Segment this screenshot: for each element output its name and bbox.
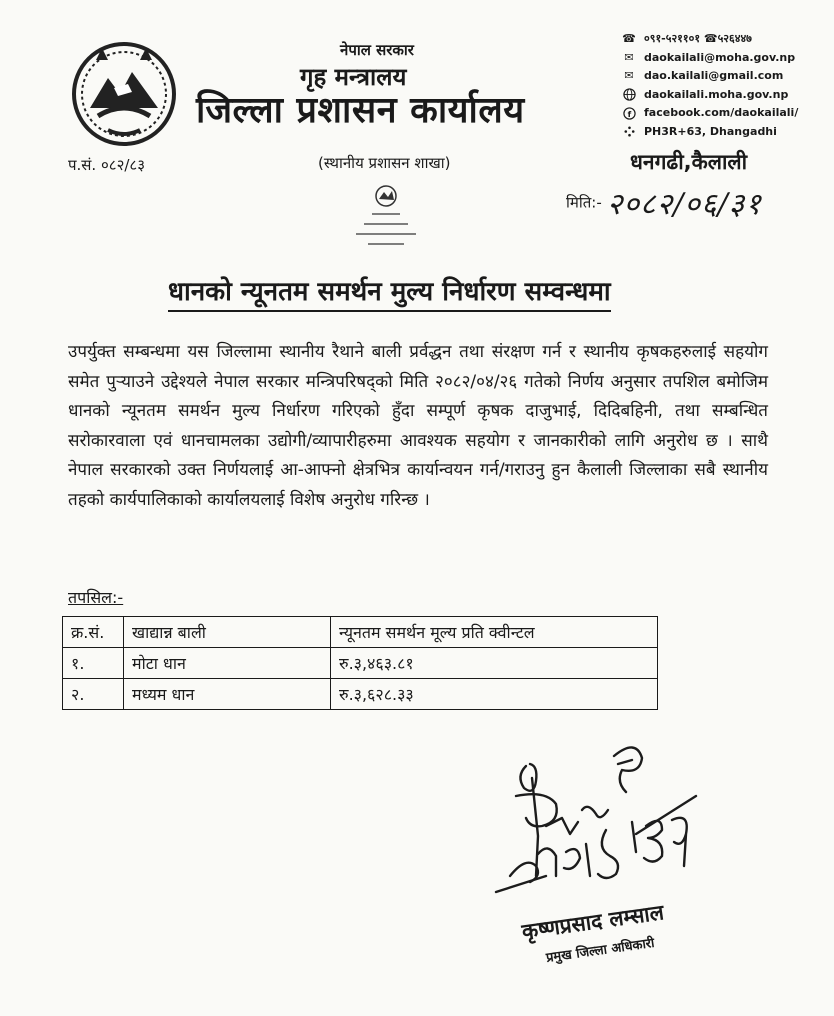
globe-icon bbox=[620, 88, 638, 101]
cell-crop: मध्यम धान bbox=[124, 679, 331, 710]
header-serial: क्र.सं. bbox=[63, 617, 124, 648]
table-caption: तपसिल:- bbox=[68, 588, 124, 607]
reference-number: प.सं. ०८२/८३ bbox=[68, 156, 146, 174]
email-icon: ✉ bbox=[624, 69, 634, 82]
table-header-row bbox=[63, 617, 658, 648]
cell-serial: २. bbox=[63, 679, 124, 710]
header-crop: खाद्यान्न बाली bbox=[124, 617, 331, 648]
letter-body: उपर्युक्त सम्बन्धमा यस जिल्लामा स्थानीय रैथाने बाली प्रर्वद्धन तथा संरक्षण गर्न र स्थानीय कृषकहरुलाई सहयोग समेत पुऱ्याउने उद्देश्यले नेपाल सरकार मन्त्रिपरिषद्को मिति २०८२/०४/२६ गतेको निर्णय अनुसार तपशिल बमोजिम धानको न्यूनतम समर्थन मुल्य निर्धारण गरिएको हुँदा सम्पूर्ण कृषक दाजुभाई, दिदिबहिनी, तथा सम्बन्धित सरोकारवाला एवं धानचामलका उद्योगी/व्यापारीहरुमा आवश्यक सहयोग र जानकारीको लागि अनुरोध छ । साथै नेपाल सरकारको उक्त निर्णयलाई आ-आफ्नो क्षेत्रभित्र कार्यान्वयन गर्न/गराउनु हुन कैलाली जिल्लाका सबै स्थानीय तहको कार्यपालिकाको कार्यालयलाई विशेष अनुरोध गरिन्छ । bbox=[68, 342, 768, 510]
facebook-icon bbox=[620, 107, 638, 120]
contact-location bbox=[620, 123, 830, 142]
price-table bbox=[62, 616, 658, 710]
section-name: (स्थानीय प्रशासन शाखा) bbox=[318, 154, 451, 172]
phone-icon: ☎ bbox=[622, 32, 636, 45]
contact-text: daokailali@moha.gov.np bbox=[644, 50, 796, 64]
contact-text: dao.kailali@gmail.com bbox=[644, 69, 784, 82]
cell-crop: मोटा धान bbox=[124, 648, 331, 679]
signatory-name: कृष्णप्रसाद लम्साल bbox=[520, 900, 666, 944]
contact-text: facebook.com/daokailali/ bbox=[644, 106, 799, 119]
contact-email-moha[interactable] bbox=[620, 49, 830, 68]
cell-price: रु.३,४६३.८१ bbox=[331, 648, 658, 679]
office-name: जिल्ला प्रशासन कार्यालय bbox=[196, 90, 525, 131]
ministry-name: गृह मन्त्रालय bbox=[300, 63, 407, 91]
office-stamp-icon bbox=[336, 182, 436, 262]
handwritten-signature bbox=[486, 726, 706, 916]
table-row bbox=[63, 679, 658, 710]
contact-text: ०९१-५२११०१ ☎५२६४४७ bbox=[644, 32, 752, 45]
contact-text: PH3R+63, Dhangadhi bbox=[644, 124, 777, 138]
date-line bbox=[566, 182, 762, 223]
svg-text:f: f bbox=[627, 108, 631, 119]
contact-website[interactable] bbox=[620, 86, 830, 105]
location-icon bbox=[620, 125, 638, 138]
office-location: धनगढी,कैलाली bbox=[630, 150, 748, 174]
table-row bbox=[63, 648, 658, 679]
contact-block bbox=[620, 30, 830, 141]
contact-phone bbox=[620, 30, 830, 49]
cell-price: रु.३,६२८.३३ bbox=[331, 679, 658, 710]
nepal-emblem-icon bbox=[68, 38, 180, 150]
letter-subject: धानको न्यूनतम समर्थन मुल्य निर्धारण सम्वन्धमा bbox=[168, 272, 611, 312]
contact-email-gmail[interactable] bbox=[620, 67, 830, 86]
email-icon: ✉ bbox=[624, 50, 634, 64]
header-price: न्यूनतम समर्थन मूल्य प्रति क्वीन्टल bbox=[331, 617, 658, 648]
contact-text: daokailali.moha.gov.np bbox=[644, 87, 789, 101]
date-value: २०८२/०६/३१ bbox=[606, 187, 762, 222]
cell-serial: १. bbox=[63, 648, 124, 679]
date-label: मिति:- bbox=[566, 193, 602, 212]
signatory-title: प्रमुख जिल्ला अधिकारी bbox=[545, 935, 656, 966]
government-name: नेपाल सरकार bbox=[340, 41, 414, 59]
contact-facebook[interactable] bbox=[620, 104, 830, 123]
